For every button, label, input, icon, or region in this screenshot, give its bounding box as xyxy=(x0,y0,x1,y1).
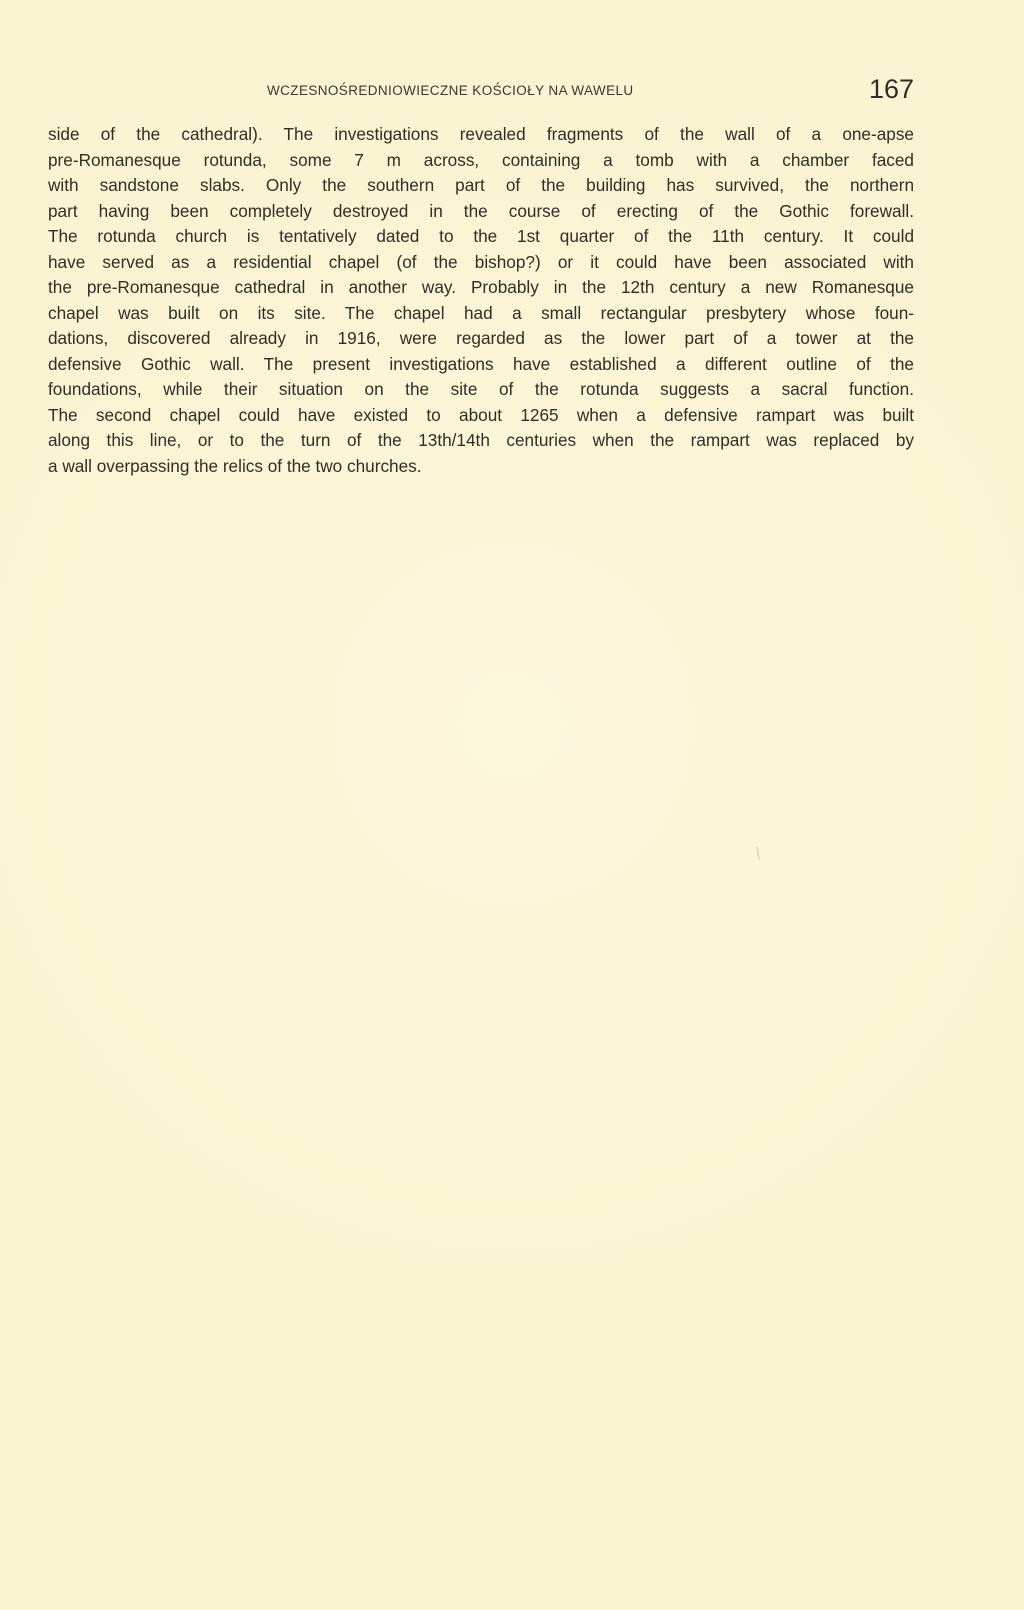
text-line: defensive Gothic wall. The present investigations have established a different outline of the xyxy=(48,353,914,374)
running-header xyxy=(50,74,914,114)
text-line: foundations, while their situation on the site of the rotunda suggests a sacral function. xyxy=(48,379,914,399)
text-line: The second chapel could have existed to about 1265 when a defensive rampart was built xyxy=(48,404,914,425)
running-title: WCZESNOŚREDNIOWIECZNE KOŚCIOŁY NA WAWELU xyxy=(267,83,634,98)
text-line: the pre-Romanesque cathedral in another way. Probably in the 12th century a new Romanesque xyxy=(48,277,914,297)
text-line: chapel was built on its site. The chapel had a small rectangular presbytery whose foun- xyxy=(48,302,914,323)
text-line: dations, discovered already in 1916, were regarded as the lower part of a tower at the xyxy=(48,328,914,348)
paper-speck xyxy=(756,846,760,860)
text-line: The rotunda church is tentatively dated to the 1st quarter of the 11th century. It could xyxy=(48,226,914,246)
text-line: part having been completely destroyed in the course of erecting of the Gothic forewall. xyxy=(48,200,914,221)
text-line: side of the cathedral). The investigations revealed fragments of the wall of a one-apse xyxy=(48,124,914,144)
text-line: pre-Romanesque rotunda, some 7 m across, containing a tomb with a chamber faced xyxy=(48,149,914,170)
text-line: with sandstone slabs. Only the southern part of the building has survived, the northern xyxy=(48,175,914,195)
text-line: along this line, or to the turn of the 13th/14th centuries when the rampart was replaced by xyxy=(48,430,914,450)
page-number: 167 xyxy=(868,74,914,104)
body-paragraph xyxy=(48,122,914,479)
text-line: a wall overpassing the relics of the two churches. xyxy=(48,455,422,476)
text-line: have served as a residential chapel (of the bishop?) or it could have been associated with xyxy=(48,251,914,272)
